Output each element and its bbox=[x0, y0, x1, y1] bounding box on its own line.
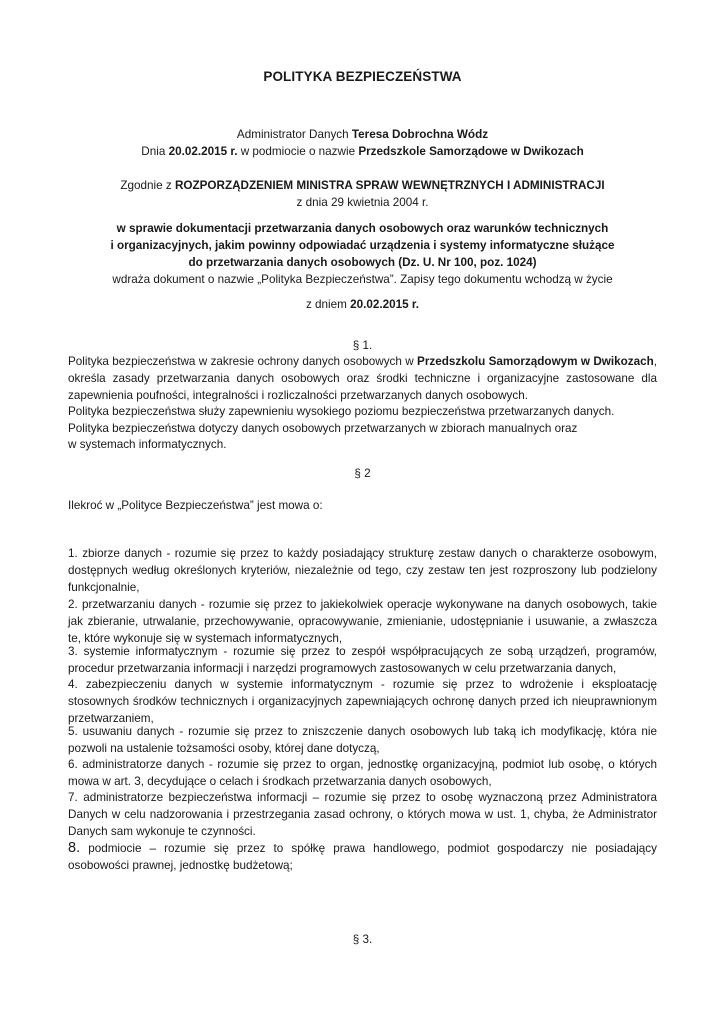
section-1-paragraph-3-line-1: Polityka bezpieczeństwa dotyczy danych osobowych przetwarzanych w zbiorach manualnych oraz bbox=[68, 422, 578, 435]
definition-item-5: 5. usuwaniu danych - rozumie się przez to zniszczenie danych osobowych lub taką ich modyfikację, która nie pozwoli na ustalenie tożsamości osoby, której dane dotyczą, bbox=[68, 725, 657, 755]
section-1-paragraph-3-line-2: w systemach informatycznych. bbox=[68, 438, 227, 451]
definition-item-3: 3. systemie informatycznym - rozumie się przez to zespół współpracujących ze sobą urządzeń, programów, procedur przetwarzania informacji i narzędzi programowych zastosowanych w celu przetwarzania danych, bbox=[68, 645, 657, 675]
entity-label: w podmiocie o nazwie bbox=[237, 145, 359, 158]
definition-item-2: 2. przetwarzaniu danych - rozumie się przez to jakiekolwiek operacje wykonywane na danych osobowych, takie jak zbieranie, utrwalanie, przechowywanie, opracowywanie, zmienianie, udostępnianie i usuwanie, a zwłaszcza te, które wykonuje się w systemach informatycznych, bbox=[68, 598, 657, 645]
definition-item-6: 6. administratorze danych - rozumie się przez to organ, jednostkę organizacyjną, podmiot lub osobę, o których mowa w art. 3, decydujące o celach i środkach przetwarzania danych osobowych, bbox=[68, 758, 657, 788]
document-title: POLITYKA BEZPIECZEŃSTWA bbox=[263, 69, 462, 84]
section-1-paragraph-1 bbox=[68, 354, 657, 405]
section-1-text-end: , określa zasady przetwarzania danych osobowych oraz środki techniczne i organizacyjne zastosowane dla zapewnienia poufności, integralności i rozliczalności przetwarzanych danych osobowych. bbox=[68, 355, 657, 402]
regulation-line bbox=[0, 178, 725, 195]
date-entity-line bbox=[0, 144, 725, 161]
administrator-name: Teresa Dobrochna Wódz bbox=[351, 128, 489, 141]
regulation-subject-2: i organizacyjnych, jakim powinny odpowiadać urządzenia i systemy informatyczne służące bbox=[110, 239, 615, 252]
definition-item-7: 7. administratorze bezpieczeństwa informacji – rozumie się przez to osobę wyznaczoną przez Administratora Danych w celu nadzorowania i przestrzegania zasad ochrony, o których mowa w ust. 1, chyba, że Administrator Danych sam wykonuje te czynności. bbox=[68, 791, 657, 838]
definition-item-8-text: podmiocie – rozumie się przez to spółkę prawa handlowego, podmiot gospodarczy nie posiadający osobowości prawnej, jednostkę budżetową; bbox=[68, 842, 657, 872]
administrator-line bbox=[0, 127, 725, 144]
section-2-intro: Ilekroć w „Polityce Bezpieczeństwa” jest mowa o: bbox=[68, 499, 323, 512]
definition-item-1: 1. zbiorze danych - rozumie się przez to każdy posiadający strukturę zestaw danych o charakterze osobowym, dostępnych według określonych kryteriów, niezależnie od tego, czy zestaw ten jest rozproszony lub podzielony funkcjonalnie, bbox=[68, 547, 657, 594]
section-1-paragraph-2: Polityka bezpieczeństwa służy zapewnieniu wysokiego poziomu bezpieczeństwa przetwarzanych danych. bbox=[68, 405, 615, 418]
regulation-label: Zgodnie z bbox=[120, 179, 175, 192]
section-3-heading: § 3. bbox=[352, 933, 373, 946]
date-label: Dnia bbox=[141, 145, 169, 158]
institution-name: Przedszkolu Samorządowym w Dwikozach bbox=[417, 355, 654, 368]
implements-line: wdraża dokument o nazwie „Polityka Bezpieczeństwa”. Zapisy tego dokumentu wchodzą w życie bbox=[112, 273, 613, 286]
effective-line bbox=[0, 297, 725, 314]
effective-date: 20.02.2015 r. bbox=[350, 298, 420, 311]
section-2-heading: § 2 bbox=[354, 467, 371, 480]
definition-item-8 bbox=[68, 840, 657, 875]
document-date: 20.02.2015 r. bbox=[168, 145, 238, 158]
definition-item-8-number: 8. bbox=[68, 840, 81, 856]
section-1-heading: § 1. bbox=[352, 339, 373, 352]
regulation-subject-3: do przetwarzania danych osobowych (Dz. U. Nr 100, poz. 1024) bbox=[188, 256, 537, 269]
regulation-name: ROZPORZĄDZENIEM MINISTRA SPRAW WEWNĘTRZNYCH I ADMINISTRACJI bbox=[174, 179, 605, 192]
entity-name: Przedszkole Samorządowe w Dwikozach bbox=[358, 145, 584, 158]
effective-label: z dniem bbox=[305, 298, 351, 311]
regulation-date: z dnia 29 kwietnia 2004 r. bbox=[296, 196, 429, 209]
section-1-text-start: Polityka bezpieczeństwa w zakresie ochrony danych osobowych w bbox=[68, 355, 418, 368]
regulation-subject-1: w sprawie dokumentacji przetwarzania danych osobowych oraz warunków technicznych bbox=[116, 222, 609, 235]
administrator-label: Administrator Danych bbox=[236, 128, 352, 141]
definition-item-4: 4. zabezpieczeniu danych w systemie informatycznym - rozumie się przez to wdrożenie i eksploatację stosownych środków technicznych i organizacyjnych zapewniających ochronę danych przed ich nieuprawnionym przetwarzaniem, bbox=[68, 678, 657, 725]
